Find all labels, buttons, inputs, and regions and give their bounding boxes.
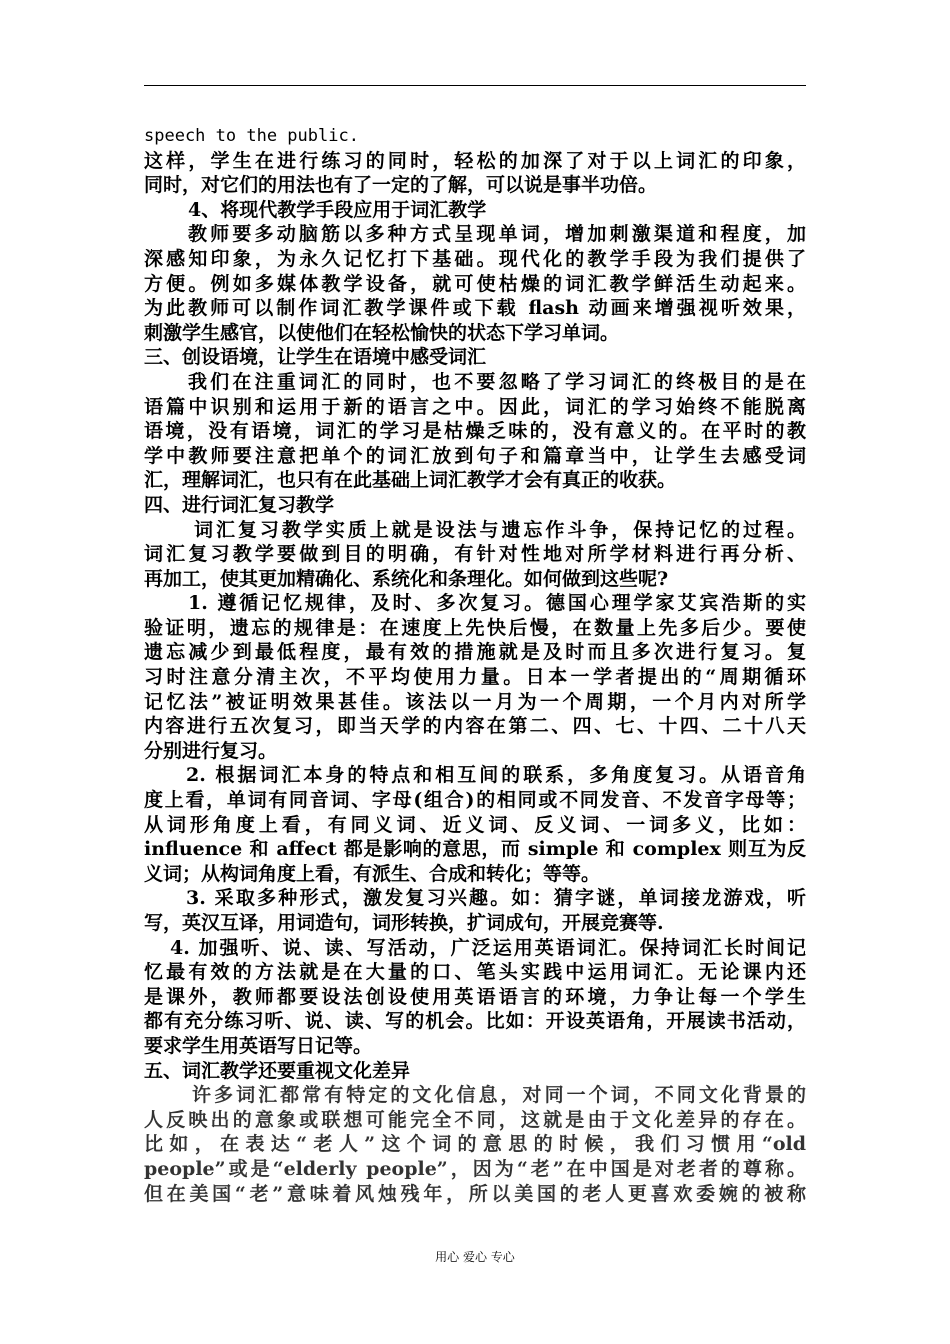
text-line: 我们在注重词汇的同时，也不要忽略了学习词汇的终极目的是在 xyxy=(188,370,806,393)
text-line: 但在美国“老”意味着风烛残年，所以美国的老人更喜欢委婉的被称 xyxy=(144,1182,806,1205)
text-line: 这样，学生在进行练习的同时，轻松的加深了对于以上词汇的印象， xyxy=(144,149,806,172)
text-line: 义词；从构词角度上看，有派生、合成和转化；等等。 xyxy=(144,862,601,885)
text-line: 2. 根据词汇本身的特点和相互间的联系，多角度复习。从语音角 xyxy=(186,764,806,787)
text-line: people”或是“elderly people”，因为“老”在中国是对老者的尊称。 xyxy=(144,1157,806,1180)
text-line: 再加工，使其更加精确化、系统化和条理化。如何做到这些呢? xyxy=(144,567,669,590)
text-line: influence 和 affect 都是影响的意思，而 simple 和 complex 则互为反 xyxy=(144,838,806,861)
text-line: 学中教师要注意把单个的词汇放到句子和篇章当中，让学生去感受词 xyxy=(144,444,806,467)
text-line: 写，英汉互译，用词造句，词形转换，扩词成句，开展竞赛等. xyxy=(144,912,664,934)
text-line: 深感知印象，为永久记忆打下基础。现代化的教学手段为我们提供了 xyxy=(144,247,806,270)
text-line: 方便。例如多媒体教学设备，就可使枯燥的词汇教学鲜活生动起来。 xyxy=(144,272,806,295)
text-line: 刺激学生感官，以使他们在轻松愉快的状态下学习单词。 xyxy=(144,321,620,344)
section-heading: 三、创设语境，让学生在语境中感受词汇 xyxy=(144,346,487,369)
text-line: 度上看，单词有同音词、字母(组合)的相同或不同发音、不发音字母等； xyxy=(144,789,806,812)
text-line: 人反映出的意象或联想可能完全不同，这就是由于文化差异的存在。 xyxy=(144,1108,806,1131)
text-line: speech to the public. xyxy=(144,126,359,146)
text-line: 忆最有效的方法就是在大量的口、笔头实践中运用词汇。无论课内还 xyxy=(144,961,806,984)
text-line: 汇，理解词汇，也只有在此基础上词汇教学才会有真正的收获。 xyxy=(144,469,677,492)
text-line: 都有充分练习听、说、读、写的机会。比如：开设英语角，开展读书活动， xyxy=(144,1010,806,1033)
text-line: 词汇复习教学要做到目的明确，有针对性地对所学材料进行再分析、 xyxy=(144,543,806,566)
text-line: 3. 采取多种形式，激发复习兴趣。如：猜字谜，单词接龙游戏，听 xyxy=(186,887,806,910)
text-line: 许多词汇都常有特定的文化信息，对同一个词，不同文化背景的 xyxy=(192,1084,806,1107)
subheading: 4、将现代教学手段应用于词汇教学 xyxy=(188,198,487,221)
header-rule xyxy=(144,85,806,86)
document-body xyxy=(144,124,806,1206)
text-line: 是课外，教师都要设法创设使用英语语言的环境，力争让每一个学生 xyxy=(144,985,806,1008)
text-line: 语篇中识别和运用于新的语言之中。因此，词汇的学习始终不能脱离 xyxy=(144,395,806,418)
section-heading: 五、词汇教学还要重视文化差异 xyxy=(144,1059,411,1082)
text-line: 记忆法”被证明效果甚佳。该法以一月为一个周期，一个月内对所学 xyxy=(144,690,806,713)
text-line: 从词形角度上看，有同义词、近义词、反义词、一词多义，比如： xyxy=(144,813,806,836)
text-line: 遗忘减少到最低程度，最有效的措施就是及时而且多次进行复习。复 xyxy=(144,641,806,664)
text-line: 语境，没有语境，词汇的学习是枯燥乏味的，没有意义的。在平时的教 xyxy=(144,420,806,443)
text-line: 词汇复习教学实质上就是设法与遗忘作斗争，保持记忆的过程。 xyxy=(194,518,806,541)
text-line: 同时，对它们的用法也有了一定的了解，可以说是事半功倍。 xyxy=(144,174,658,197)
text-line: 1. 遵循记忆规律，及时、多次复习。德国心理学家艾宾浩斯的实 xyxy=(188,592,806,615)
text-line: 分别进行复习。 xyxy=(144,739,278,762)
text-line: 内容进行五次复习，即当天学的内容在第二、四、七、十四、二十八天 xyxy=(144,715,806,738)
text-line: 比如，在表达“老人”这个词的意思的时候，我们习惯用“old xyxy=(144,1133,806,1156)
text-line: 习时注意分清主次，不平均使用力量。日本一学者提出的“周期循环 xyxy=(144,666,806,689)
section-heading: 四、进行词汇复习教学 xyxy=(144,493,335,516)
text-line: 为此教师可以制作词汇教学课件或下载 flash 动画来增强视听效果， xyxy=(144,297,806,320)
text-line: 4. 加强听、说、读、写活动，广泛运用英语词汇。保持词汇长时间记 xyxy=(170,936,806,959)
text-line: 验证明，遗忘的规律是：在速度上先快后慢，在数量上先多后少。要使 xyxy=(144,616,806,639)
text-line: 教师要多动脑筋以多种方式呈现单词，增加刺激渠道和程度，加 xyxy=(188,223,806,246)
page-footer: 用心 爱心 专心 xyxy=(435,1250,515,1264)
text-line: 要求学生用英语写日记等。 xyxy=(144,1034,373,1057)
